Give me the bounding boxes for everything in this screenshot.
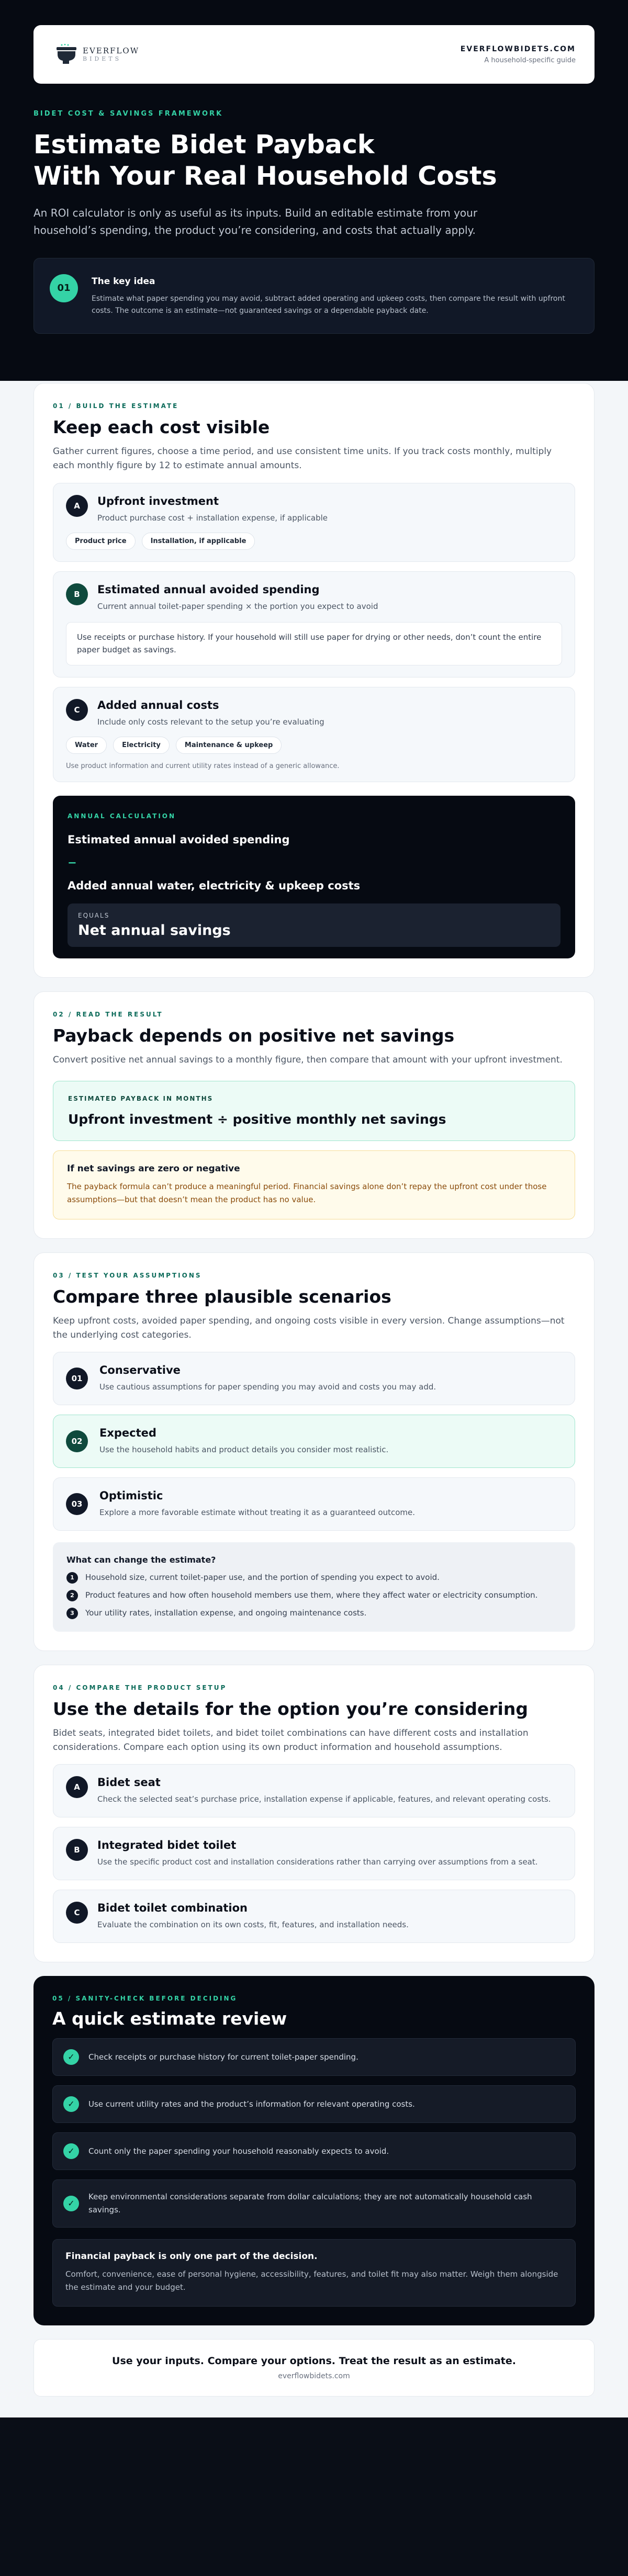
calc-line-added: Added annual water, electricity & upkeep costs xyxy=(68,879,361,892)
item-badge: A xyxy=(66,495,88,517)
site-tagline: A household-specific guide xyxy=(484,56,576,64)
scenario-optimistic xyxy=(53,1477,575,1531)
scenario-desc: Use the household habits and product details you consider most realistic. xyxy=(99,1445,389,1455)
option-badge: A xyxy=(66,1776,88,1798)
formula-text: Upfront investment ÷ positive monthly net savings xyxy=(68,1112,446,1127)
check-item xyxy=(52,2085,576,2123)
item-note: Use receipts or purchase history. If your household will still use paper for drying or other needs, don’t count the entire paper budget as savings. xyxy=(66,622,562,666)
footer-site-link[interactable]: everflowbidets.com xyxy=(278,2371,350,2380)
scenario-number: 03 xyxy=(66,1493,88,1515)
list-number: 1 xyxy=(66,1572,78,1584)
check-item xyxy=(52,2132,576,2170)
option-badge: B xyxy=(66,1839,88,1861)
check-icon: ✓ xyxy=(63,2196,79,2211)
list-number: 2 xyxy=(66,1590,78,1601)
list-text: Your utility rates, installation expense, and ongoing maintenance costs. xyxy=(85,1608,367,1618)
check-icon: ✓ xyxy=(63,2143,79,2159)
section-eyebrow: 01 / BUILD THE ESTIMATE xyxy=(53,402,179,410)
check-text: Use current utility rates and the product’s information for relevant operating costs. xyxy=(88,2099,415,2109)
chip-product-price: Product price xyxy=(66,533,136,550)
section-title: Compare three plausible scenarios xyxy=(53,1286,391,1307)
calc-equals-label: EQUALS xyxy=(78,912,110,919)
content xyxy=(0,357,628,2417)
option-desc: Evaluate the combination on its own costs, fit, features, and installation needs. xyxy=(97,1920,409,1930)
section-title: A quick estimate review xyxy=(52,2008,287,2029)
item-title: Estimated annual avoided spending xyxy=(97,583,320,596)
scenario-conservative xyxy=(53,1352,575,1405)
section-eyebrow: 03 / TEST YOUR ASSUMPTIONS xyxy=(53,1271,202,1279)
scenario-number: 01 xyxy=(66,1368,88,1389)
cost-item-added-costs xyxy=(53,687,575,782)
chip-group xyxy=(66,533,562,550)
list-item xyxy=(66,1571,562,1584)
hero-eyebrow: BIDET COST & SAVINGS FRAMEWORK xyxy=(33,110,223,118)
section-title: Use the details for the option you’re considering xyxy=(53,1699,528,1720)
option-title: Bidet toilet combination xyxy=(97,1902,248,1915)
chip-water: Water xyxy=(66,737,107,754)
list-item xyxy=(66,1607,562,1619)
chip-electricity: Electricity xyxy=(113,737,170,754)
chip-maintenance: Maintenance & upkeep xyxy=(176,737,282,754)
check-item xyxy=(52,2179,576,2228)
brand-right xyxy=(461,45,576,64)
calc-eyebrow: ANNUAL CALCULATION xyxy=(68,812,176,820)
option-integrated-toilet xyxy=(53,1827,575,1880)
formula-label: ESTIMATED PAYBACK IN MONTHS xyxy=(68,1095,214,1103)
key-idea-box xyxy=(33,258,595,334)
section-title: Payback depends on positive net savings xyxy=(53,1025,455,1046)
change-title: What can change the estimate? xyxy=(66,1555,216,1565)
final-text: Comfort, convenience, ease of personal hygiene, accessibility, features, and toilet fit may also matter. Weigh them alongside the estimate and your budget. xyxy=(65,2269,558,2292)
key-idea-number: 01 xyxy=(50,274,78,302)
section-title: Keep each cost visible xyxy=(53,417,270,438)
check-text: Count only the paper spending your household reasonably expects to avoid. xyxy=(88,2146,389,2156)
scenario-desc: Use cautious assumptions for paper spending you may avoid and costs you may add. xyxy=(99,1382,436,1392)
brand-bar xyxy=(33,25,595,84)
section-lead: Bidet seats, integrated bidet toilets, and bidet toilet combinations can have different costs and installation considerations. Compare each option using its own product information and household assumptions. xyxy=(53,1728,529,1753)
calc-result: Net annual savings xyxy=(78,922,231,939)
list-number: 3 xyxy=(66,1608,78,1619)
section-lead: Keep upfront costs, avoided paper spending, and ongoing costs visible in every version. Change assumptions—not the underlying cost categories. xyxy=(53,1315,565,1340)
option-title: Bidet seat xyxy=(97,1776,161,1789)
cost-item-avoided-spending xyxy=(53,571,575,678)
section-eyebrow: 02 / READ THE RESULT xyxy=(53,1011,163,1018)
scenario-number: 02 xyxy=(66,1430,88,1452)
calc-result-box xyxy=(68,903,560,947)
check-item xyxy=(52,2038,576,2076)
item-title: Upfront investment xyxy=(97,494,219,507)
site-name[interactable]: EVERFLOWBIDETS.COM xyxy=(460,44,576,53)
footer-title: Use your inputs. Compare your options. Treat the result as an estimate. xyxy=(112,2355,516,2367)
section-read-result xyxy=(33,991,595,1239)
title-line-2: With Your Real Household Costs xyxy=(33,161,497,191)
change-factors-box xyxy=(53,1542,575,1632)
item-small-note: Use product information and current utility rates instead of a generic allowance. xyxy=(66,762,340,770)
key-idea-title: The key idea xyxy=(92,276,155,287)
scenario-desc: Explore a more favorable estimate without treating it as a guaranteed outcome. xyxy=(99,1508,415,1518)
check-icon: ✓ xyxy=(63,2049,79,2065)
item-title: Added annual costs xyxy=(97,699,219,711)
chip-group xyxy=(66,737,562,754)
hero-intro: An ROI calculator is only as useful as its inputs. Build an editable estimate from your household’s spending, the product you’re considering, and costs that actually apply. xyxy=(33,206,478,236)
logo[interactable] xyxy=(54,44,139,65)
option-bidet-seat xyxy=(53,1764,575,1817)
option-desc: Check the selected seat’s purchase price, installation expense if applicable, features, and relevant operating costs. xyxy=(97,1794,551,1804)
item-desc: Product purchase cost + installation expense, if applicable xyxy=(97,513,328,523)
logo-sub: BIDETS xyxy=(83,55,122,63)
warning-box xyxy=(53,1150,575,1219)
cost-item-upfront xyxy=(53,483,575,562)
section-compare-setup xyxy=(33,1665,595,1962)
item-badge: B xyxy=(66,583,88,605)
change-list xyxy=(66,1571,562,1619)
option-title: Integrated bidet toilet xyxy=(97,1839,237,1852)
logo-wordmark xyxy=(83,46,139,62)
check-text: Check receipts or purchase history for current toilet-paper spending. xyxy=(88,2052,358,2062)
final-title: Financial payback is only one part of the decision. xyxy=(65,2251,318,2262)
section-lead: Convert positive net annual savings to a monthly figure, then compare that amount with your upfront investment. xyxy=(53,1055,563,1065)
list-text: Product features and how often household members use them, where they affect water or electricity consumption. xyxy=(85,1590,538,1600)
option-badge: C xyxy=(66,1902,88,1924)
warning-text: The payback formula can’t produce a meaningful period. Financial savings alone don’t repay the upfront cost under those assumptions—but that doesn’t mean the product has no value. xyxy=(67,1182,547,1204)
item-badge: C xyxy=(66,699,88,721)
section-lead: Gather current figures, choose a time period, and use consistent time units. If you track costs monthly, multiply each monthly figure by 12 to estimate annual amounts. xyxy=(53,446,552,471)
item-desc: Include only costs relevant to the setup you’re evaluating xyxy=(97,717,324,727)
option-desc: Use the specific product cost and installation considerations rather than carrying over assumptions from a seat. xyxy=(97,1857,538,1867)
calc-minus-sign: − xyxy=(68,856,77,869)
calc-line-avoided: Estimated annual avoided spending xyxy=(68,833,290,846)
warning-title: If net savings are zero or negative xyxy=(67,1163,240,1174)
key-idea-text: Estimate what paper spending you may avoid, subtract added operating and upkeep costs, then compare the result with upfront costs. The outcome is an estimate—not guaranteed savings or a dependable payback date. xyxy=(92,294,565,315)
hero xyxy=(0,0,628,381)
scenario-title: Optimistic xyxy=(99,1489,163,1502)
scenario-title: Expected xyxy=(99,1427,156,1440)
footer xyxy=(33,2339,595,2397)
logo-word: EVERFLOW xyxy=(83,46,140,56)
scenario-expected xyxy=(53,1415,575,1468)
item-desc: Current annual toilet-paper spending × the portion you expect to avoid xyxy=(97,601,378,611)
section-eyebrow: 04 / COMPARE THE PRODUCT SETUP xyxy=(53,1684,227,1692)
page-title xyxy=(33,129,595,192)
list-item xyxy=(66,1589,562,1601)
section-build-estimate xyxy=(33,383,595,978)
chip-installation: Installation, if applicable xyxy=(142,533,255,550)
annual-calculation-box xyxy=(53,796,575,958)
scenario-title: Conservative xyxy=(99,1364,181,1377)
payback-formula-box xyxy=(53,1081,575,1141)
section-sanity-check xyxy=(33,1976,595,2325)
section-test-assumptions xyxy=(33,1252,595,1651)
check-text: Keep environmental considerations separate from dollar calculations; they are not automatically household cash savings. xyxy=(88,2192,532,2215)
final-note-box xyxy=(52,2239,576,2307)
check-icon: ✓ xyxy=(63,2096,79,2112)
title-line-1: Estimate Bidet Payback xyxy=(33,130,375,160)
toilet-logo-icon xyxy=(54,44,78,65)
option-combination xyxy=(53,1890,575,1943)
list-text: Household size, current toilet-paper use, and the portion of spending you expect to avoid. xyxy=(85,1573,440,1583)
section-eyebrow: 05 / SANITY-CHECK BEFORE DECIDING xyxy=(52,1995,238,2003)
